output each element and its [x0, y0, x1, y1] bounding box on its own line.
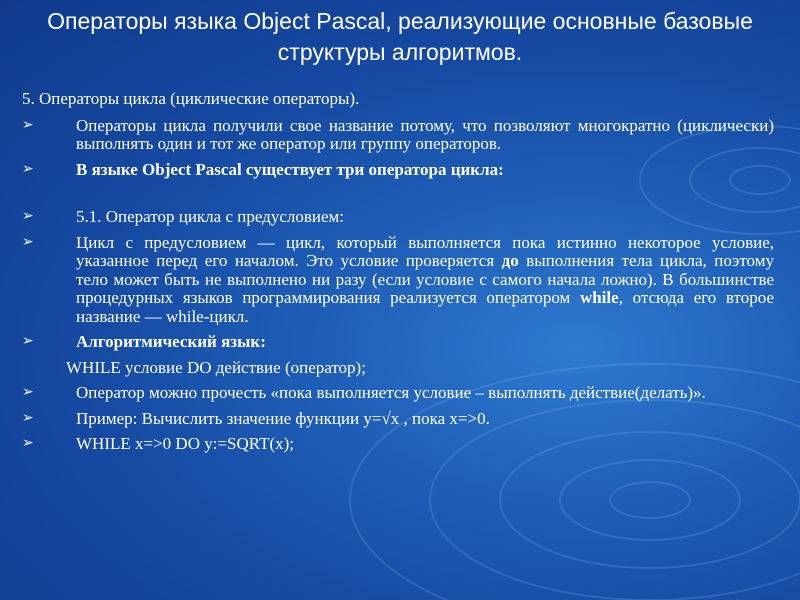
code-line: WHILE условие DO действие (оператор); — [66, 357, 366, 377]
item-text-bold: до — [501, 251, 519, 270]
arrow-bullet-icon: ➢ — [22, 384, 34, 400]
arrow-bullet-icon: ➢ — [22, 435, 34, 451]
slide-title: Операторы языка Object Pascal, реализующие основные базовые структуры алгоритмов. — [47, 8, 753, 65]
item-text-bold: while — [579, 288, 619, 307]
item-text: Оператор можно прочесть «пока выполняется условие – выполнять действие(делать)». — [76, 383, 706, 402]
list-item — [22, 161, 774, 180]
item-text: WHILE x=>0 DO y:=SQRT(x); — [76, 434, 295, 453]
arrow-bullet-icon: ➢ — [22, 233, 34, 250]
item-text-part: выполнения тела цикла, поэтому тело может быть не выполнено ни разу (если условие с самого начала ложно). В большинстве процедурных языков программирования реализуется оператором — [76, 251, 774, 307]
item-text-part: , отсюда его второе название — while-цикл. — [76, 288, 774, 326]
list-item — [22, 410, 774, 429]
list-item — [22, 208, 774, 227]
list-item — [22, 234, 774, 327]
item-text: В языке Object Pascal существует три оператора цикла: — [76, 159, 504, 179]
arrow-bullet-icon: ➢ — [22, 208, 34, 224]
list-item — [22, 333, 774, 352]
item-text: Алгоритмический язык: — [76, 332, 266, 351]
arrow-bullet-icon: ➢ — [22, 160, 34, 177]
slide-content — [22, 90, 774, 461]
list-item — [22, 435, 774, 454]
arrow-bullet-icon: ➢ — [22, 409, 34, 426]
item-text: Пример: Вычислить значение функции y=√x , пока x=>0. — [76, 408, 490, 428]
item-text: Операторы цикла получили свое название потому, что позволяют многократно (циклически) выполнять один и тот же оператор или группу операторов. — [76, 115, 774, 153]
arrow-bullet-icon: ➢ — [22, 116, 34, 133]
arrow-bullet-icon: ➢ — [22, 333, 34, 349]
section-heading: 5. Операторы цикла (циклические операторы). — [22, 89, 360, 108]
item-text-part: Цикл с предусловием — цикл, который выполняется пока истинно некоторое условие, указанное перед его началом. Это условие проверяется — [76, 232, 774, 270]
list-item — [22, 117, 774, 154]
list-item — [22, 384, 774, 403]
item-text: 5.1. Оператор цикла с предусловием: — [76, 207, 345, 226]
